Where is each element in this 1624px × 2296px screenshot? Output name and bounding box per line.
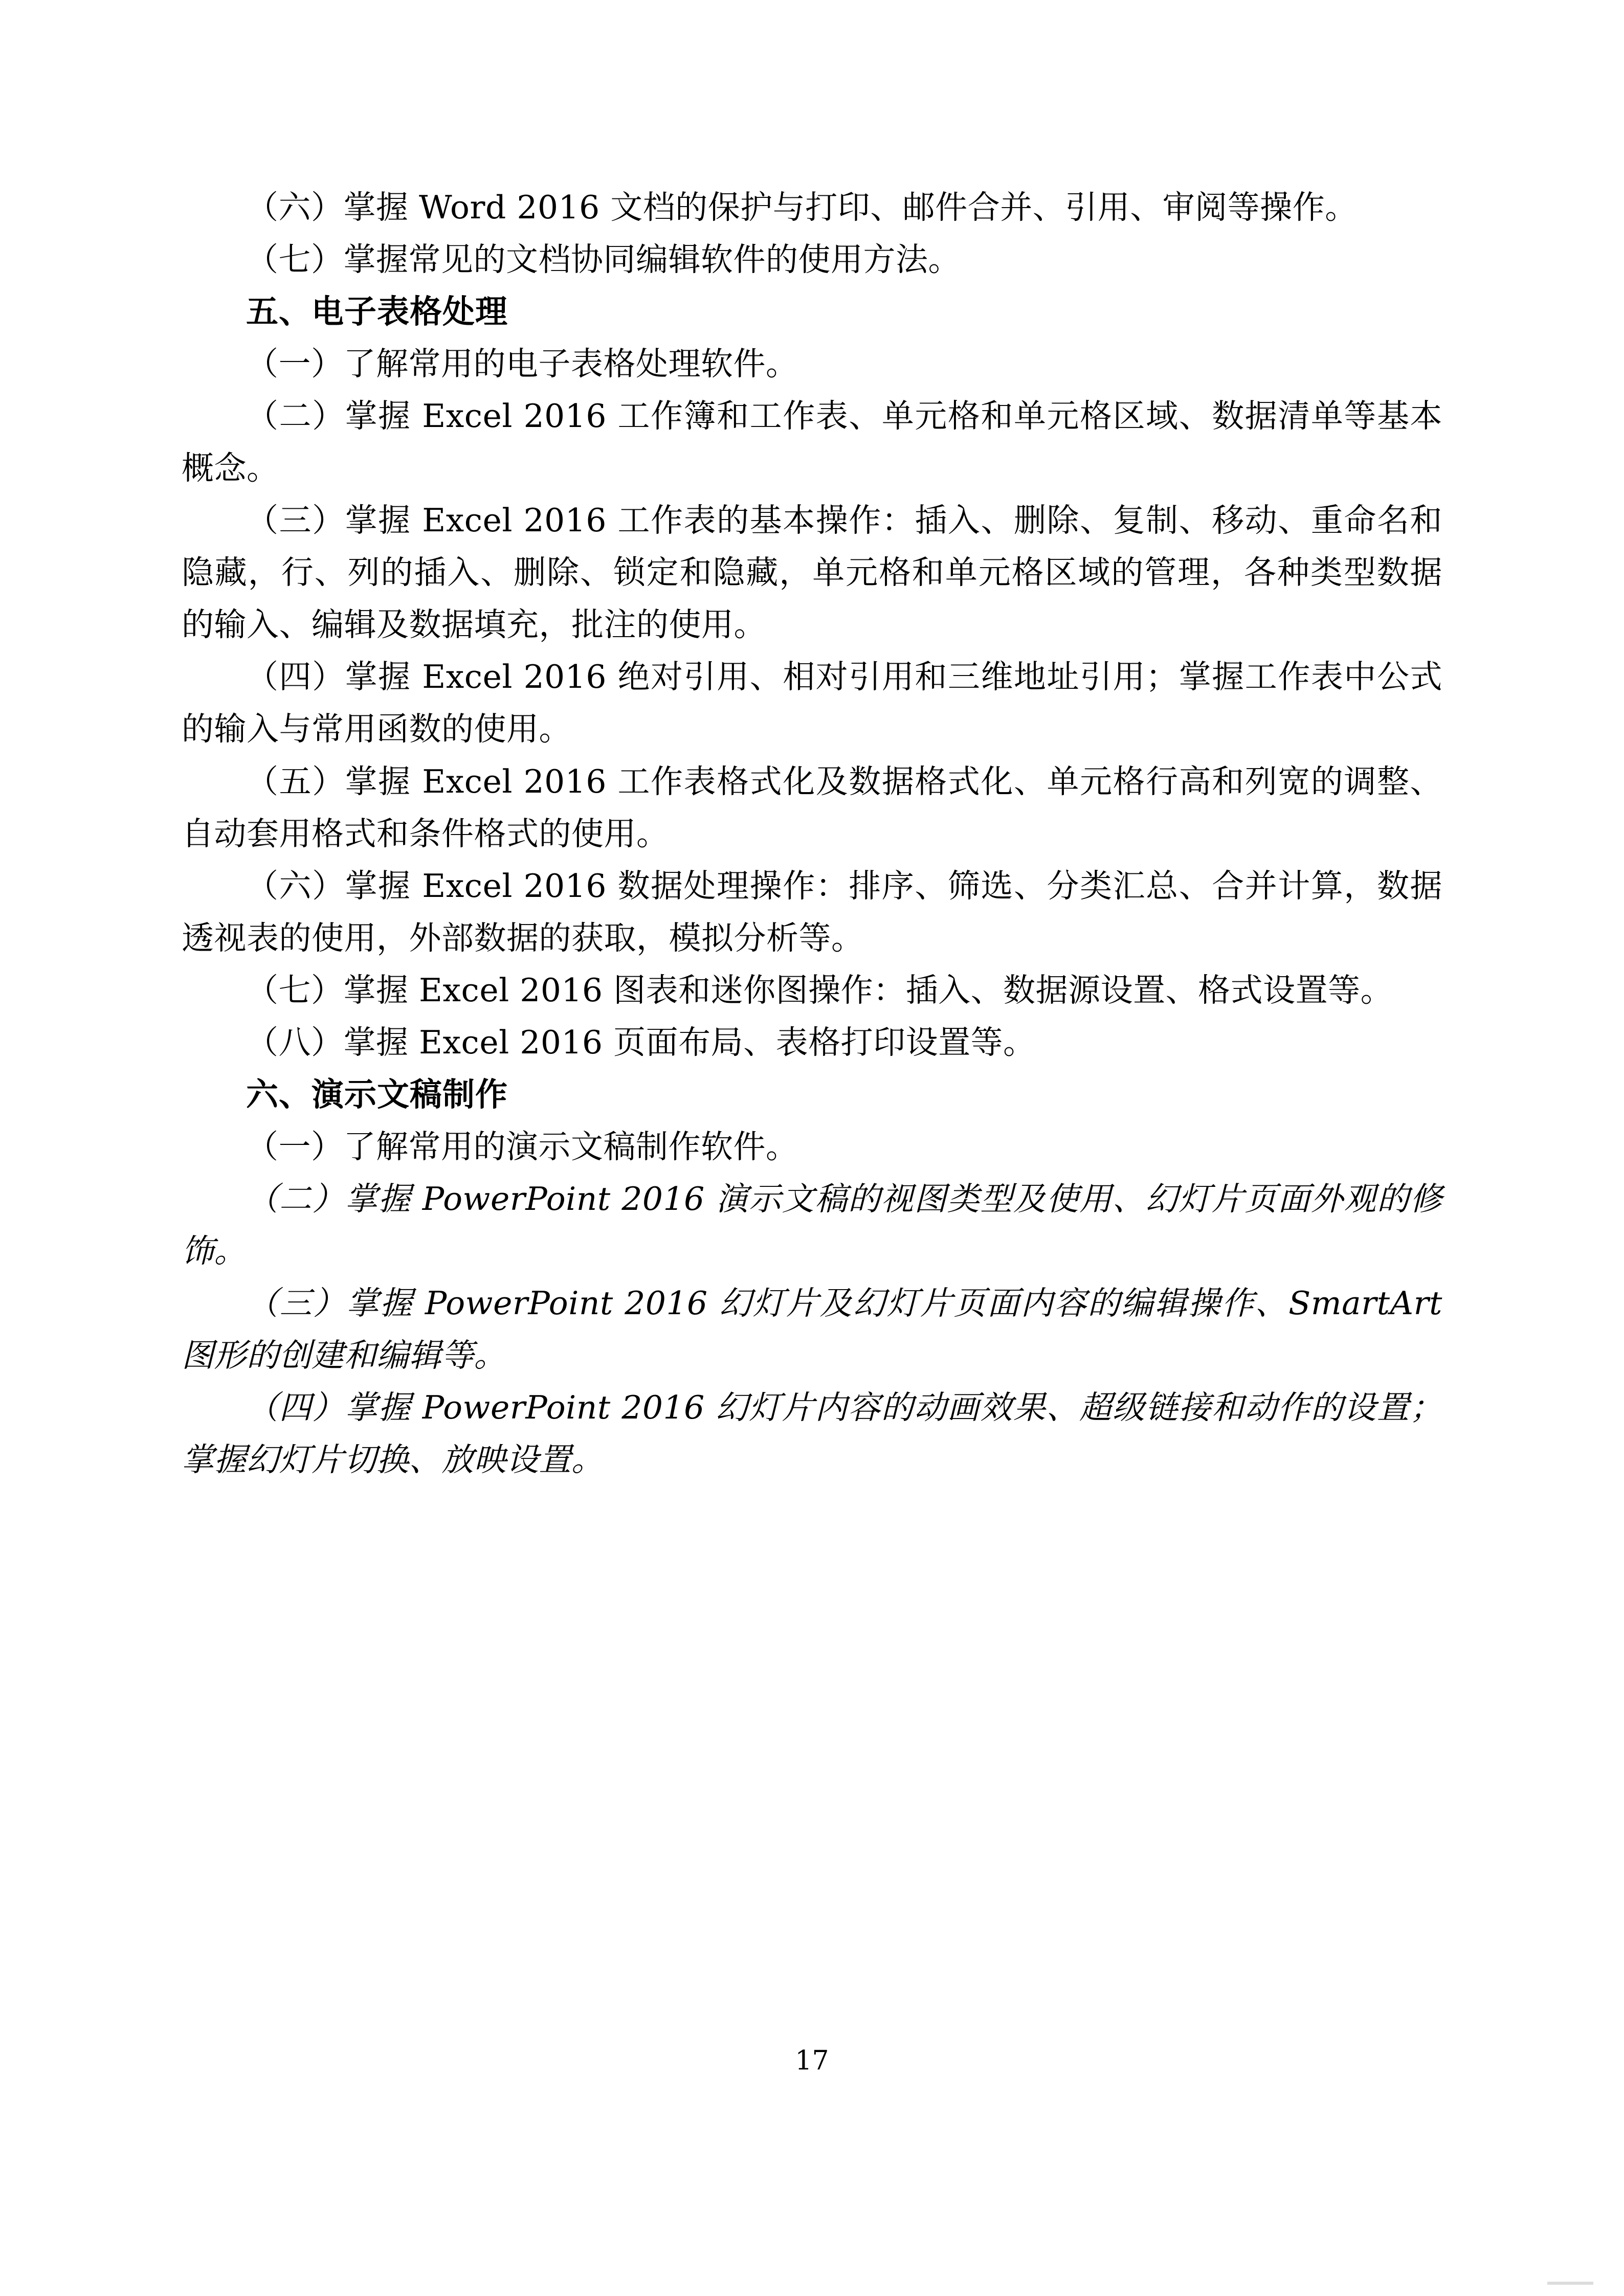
paragraph-excel-references-formulas: （四）掌握 Excel 2016 绝对引用、相对引用和三维地址引用；掌握工作表中公式的输入与常用函数的使用。: [182, 658, 1442, 748]
section-heading-spreadsheet: 五、电子表格处理: [246, 293, 508, 331]
paragraph-word-protect-print: （六）掌握 Word 2016 文档的保护与打印、邮件合并、引用、审阅等操作。: [246, 189, 1358, 226]
paragraph-excel-basic-operations: （三）掌握 Excel 2016 工作表的基本操作：插入、删除、复制、移动、重命名和隐藏，行、列的插入、删除、锁定和隐藏，单元格和单元格区域的管理，各种类型数据的输入、编辑及数据填充，批注的使用。: [182, 502, 1442, 644]
paragraph-known-spreadsheet-software: （一）了解常用的电子表格处理软件。: [246, 345, 798, 383]
paragraph-ppt-animation-links: （四）掌握 PowerPoint 2016 幻灯片内容的动画效果、超级链接和动作的设置；掌握幻灯片切换、放映设置。: [182, 1389, 1442, 1479]
scanner-edge-mark: [1547, 2282, 1593, 2285]
paragraph-known-presentation-software: （一）了解常用的演示文稿制作软件。: [246, 1128, 798, 1165]
section-heading-presentation: 六、演示文稿制作: [246, 1075, 508, 1113]
paragraph-collab-editing: （七）掌握常见的文档协同编辑软件的使用方法。: [246, 241, 961, 279]
page-body: [182, 182, 1442, 1486]
paragraph-excel-formatting: （五）掌握 Excel 2016 工作表格式化及数据格式化、单元格行高和列宽的调整、自动套用格式和条件格式的使用。: [182, 762, 1442, 852]
paragraph-excel-data-processing: （六）掌握 Excel 2016 数据处理操作：排序、筛选、分类汇总、合并计算，数据透视表的使用，外部数据的获取，模拟分析等。: [182, 867, 1442, 957]
paragraph-excel-charts-sparklines: （七）掌握 Excel 2016 图表和迷你图操作：插入、数据源设置、格式设置等。: [246, 971, 1393, 1009]
paragraph-excel-page-layout: （八）掌握 Excel 2016 页面布局、表格打印设置等。: [246, 1023, 1036, 1061]
page-number: 17: [795, 2045, 829, 2076]
paragraph-ppt-slide-editing: （三）掌握 PowerPoint 2016 幻灯片及幻灯片页面内容的编辑操作、SmartArt 图形的创建和编辑等。: [182, 1284, 1442, 1375]
paragraph-ppt-views: （二）掌握 PowerPoint 2016 演示文稿的视图类型及使用、幻灯片页面外观的修饰。: [182, 1180, 1442, 1270]
paragraph-excel-basic-concepts: （二）掌握 Excel 2016 工作簿和工作表、单元格和单元格区域、数据清单等基本概念。: [182, 397, 1442, 487]
